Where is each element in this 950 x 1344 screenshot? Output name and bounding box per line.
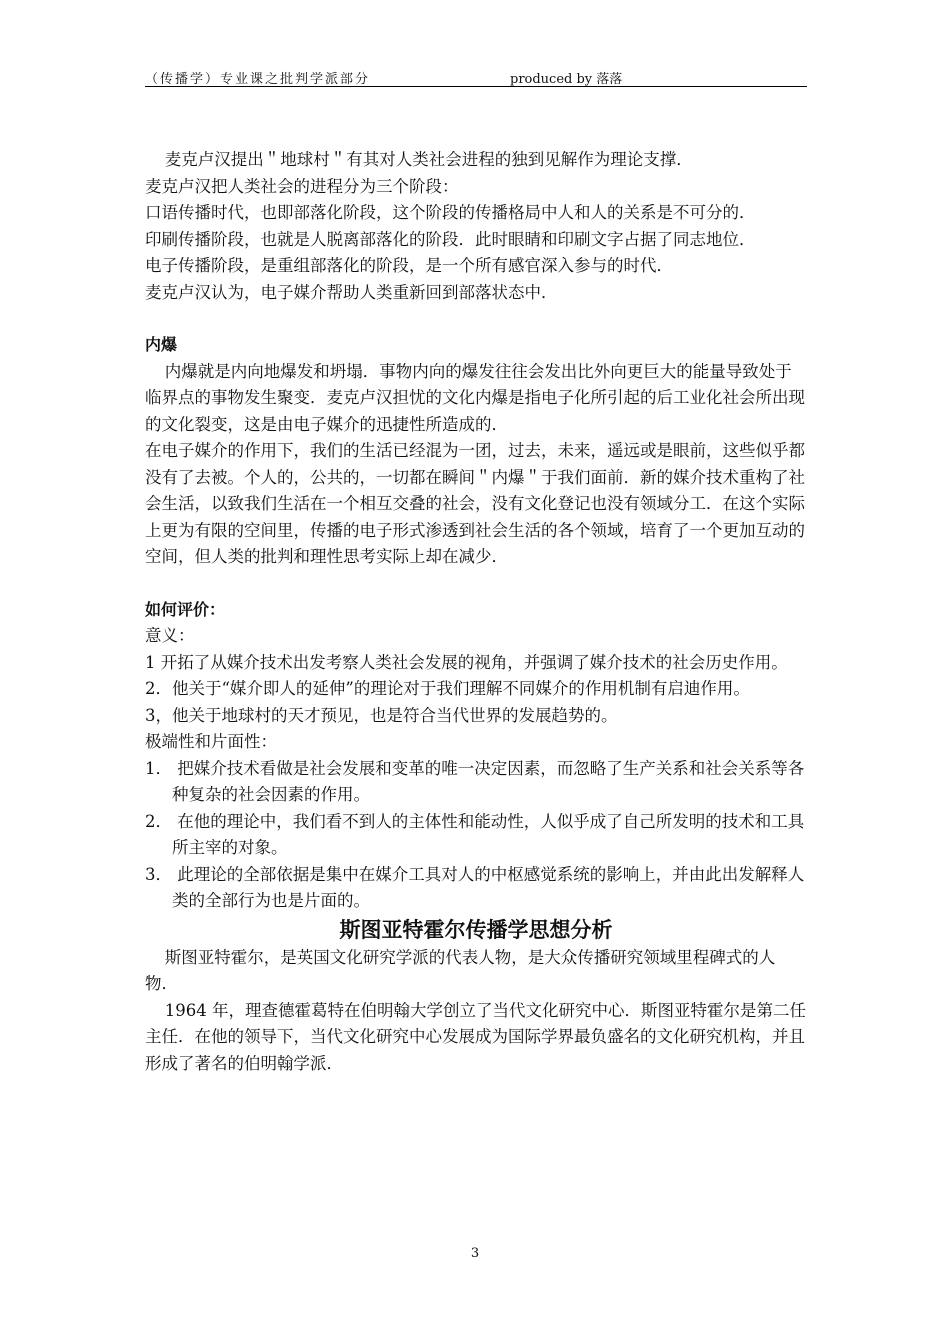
significance-item-3: 3，他关于地球村的天才预见，也是符合当代世界的发展趋势的。 — [145, 705, 618, 725]
label-limitations: 极端性和片面性： — [145, 732, 277, 751]
heading-implosion: 内爆 — [145, 335, 178, 354]
paragraph-implosion-effects: 在电子媒介的作用下，我们的生活已经混为一团，过去，未来，遥远或是眼前，这些似乎都没有了去被。个人的，公共的，一切都在瞬间＂内爆＂于我们面前．新的媒介技术重构了社会生活，以致我们生活在一个相互交叠的社会，没有文化登记也没有领域分工．在这个实际上更为有限的空间里，传播的电子形式渗透到社会生活的各个领域，培育了一个更加互动的空间，但人类的批判和理性思考实际上却在减少． — [145, 441, 805, 566]
document-body — [145, 147, 807, 1077]
page-header — [145, 66, 807, 87]
section-title: 斯图亚特霍尔传播学思想分析 — [339, 917, 613, 942]
significance-item-1: 1 开拓了从媒介技术出发考察人类社会发展的视角，并强调了媒介技术的社会历史作用。 — [145, 652, 788, 672]
page-number: 3 — [470, 1246, 480, 1261]
paragraph-implosion-definition: 内爆就是内向地爆发和坍塌．事物内向的爆发往往会发出比外向更巨大的能量导致处于临界点的事物发生聚变．麦克卢汉担忧的文化内爆是指电子化所引起的后工业化社会所出现的文化裂变，这是由电子媒介的迅捷性所造成的． — [145, 361, 805, 434]
paragraph-birmingham-school: 1964 年，理查德霍葛特在伯明翰大学创立了当代文化研究中心．斯图亚特霍尔是第二任主任．在他的领导下，当代文化研究中心发展成为国际学界最负盛名的文化研究机构，并且形成了著名的伯明翰学派． — [145, 1000, 807, 1073]
header-author: produced by 落落 — [510, 72, 623, 87]
spacer — [145, 306, 807, 332]
paragraph-three-stages: 麦克卢汉把人类社会的进程分为三个阶段： — [145, 176, 459, 196]
paragraph-oral-stage: 口语传播时代，也即部落化阶段，这个阶段的传播格局中人和人的关系是不可分的． — [145, 203, 756, 222]
paragraph-hall-intro: 斯图亚特霍尔，是英国文化研究学派的代表人物，是大众传播研究领域里程碑式的人物． — [145, 947, 776, 993]
limitation-item-3: 3． 此理论的全部依据是集中在媒介工具对人的中枢感觉系统的影响上，并由此出发解释人类的全部行为也是片面的。 — [145, 864, 805, 910]
paragraph-print-stage: 印刷传播阶段，也就是人脱离部落化的阶段．此时眼睛和印刷文字占据了同志地位． — [145, 229, 756, 249]
label-significance: 意义： — [145, 626, 195, 645]
heading-evaluation: 如何评价： — [145, 599, 226, 619]
paragraph-global-village: 麦克卢汉提出＂地球村＂有其对人类社会进程的独到见解作为理论支撑． — [164, 150, 693, 169]
paragraph-electronic-stage: 电子传播阶段，是重组部落化的阶段，是一个所有感官深入参与的时代． — [145, 256, 673, 275]
paragraph-retribalization: 麦克卢汉认为，电子媒介帮助人类重新回到部落状态中． — [145, 282, 558, 302]
spacer — [145, 571, 807, 597]
header-course-title: （传播学）专业课之批判学派部分 — [145, 72, 371, 87]
limitation-item-2: 2． 在他的理论中，我们看不到人的主体性和能动性，人似乎成了自己所发明的技术和工具所主宰的对象。 — [145, 811, 805, 857]
limitation-item-1: 1． 把媒介技术看做是社会发展和变革的唯一决定因素，而忽略了生产关系和社会关系等各种复杂的社会因素的作用。 — [145, 758, 805, 804]
significance-item-2: 2．他关于“媒介即人的延伸”的理论对于我们理解不同媒介的作用机制有启迪作用。 — [145, 679, 750, 698]
